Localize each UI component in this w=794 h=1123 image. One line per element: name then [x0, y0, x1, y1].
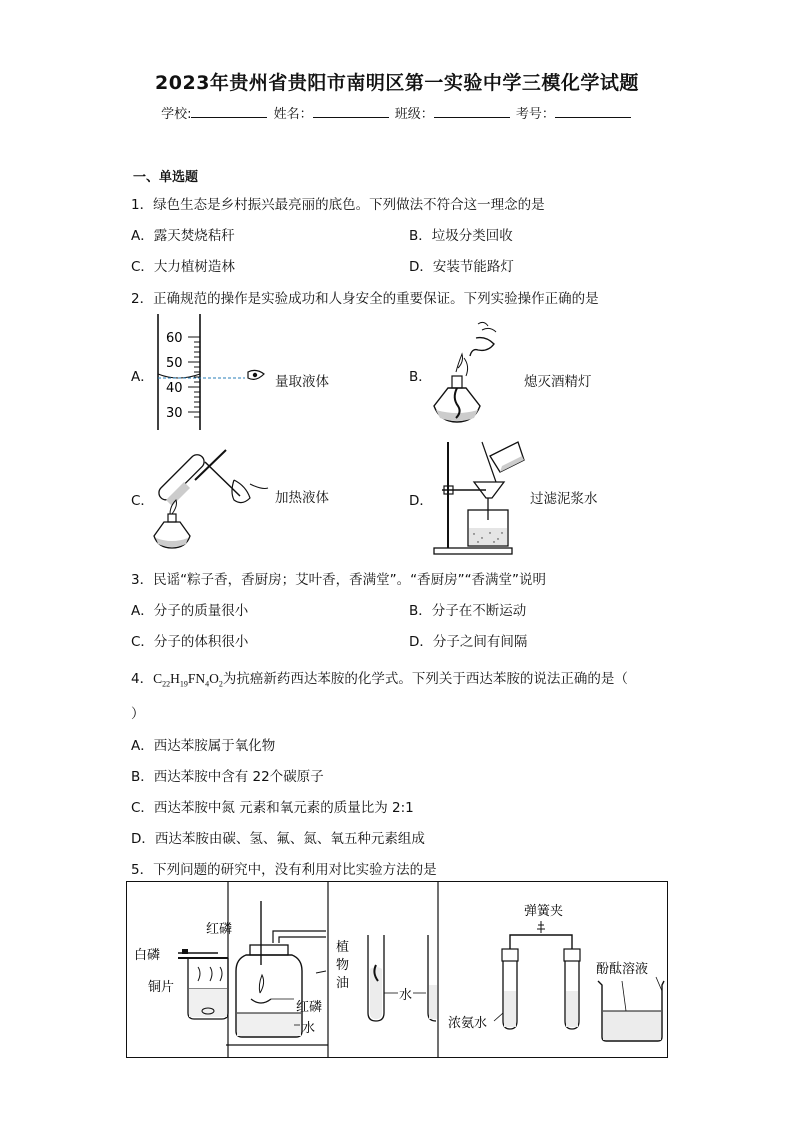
test-tube-holder	[205, 462, 240, 496]
q2-caption-c: 加热液体	[275, 490, 329, 506]
section-title: 一、单选题	[133, 170, 199, 185]
label-phenolphthalein: 酚酞溶液	[596, 962, 649, 977]
name-blank	[313, 105, 389, 118]
graduated-cylinder-figure	[150, 312, 280, 434]
q4-option-c: C．西达苯胺中氮 元素和氧元素的质量比为 2:1	[131, 800, 414, 816]
class-blank	[434, 105, 510, 118]
q4-option-a: A．西达苯胺属于氧化物	[131, 738, 276, 754]
filtration-figure	[428, 438, 528, 556]
chemical-formula: $C_{22}H_{19}FN_4O_2$	[153, 671, 223, 689]
tick-60: 60	[166, 331, 183, 346]
q2-option-c-letter: C．	[131, 493, 154, 509]
label-white-p: 白磷	[134, 948, 161, 963]
q2-option-b-letter: B．	[409, 369, 432, 385]
tick-50: 50	[166, 356, 183, 371]
q2-caption-a: 量取液体	[275, 374, 329, 390]
q4-stem-close: ）	[131, 706, 145, 722]
q2-option-a-letter: A．	[131, 369, 154, 385]
q1-option-a: A．露天焚烧秸秆	[131, 228, 235, 244]
tick-40: 40	[166, 381, 183, 396]
label-veg-oil-1: 植	[336, 940, 350, 955]
exam-no-label: 考号：	[515, 107, 555, 122]
q2-option-d-letter: D．	[409, 493, 433, 509]
q1-option-b: B．垃圾分类回收	[409, 228, 513, 244]
class-label: 班级：	[394, 107, 434, 122]
q2-stem: 2．正确规范的操作是实验成功和人身安全的重要保证。下列实验操作正确的是	[131, 291, 599, 307]
q4-stem: 4．$C_{22}H_{19}FN_4O_2$为抗癌新药西达苯胺的化学式。下列关于西达苯胺的说法正确的是（	[131, 671, 628, 689]
label-water-2: 水	[399, 988, 413, 1003]
tick-30: 30	[166, 406, 183, 421]
q1-option-c: C．大力植树造林	[131, 259, 235, 275]
alcohol-lamp-blow-figure	[428, 318, 508, 430]
label-red-p-2: 红磷	[296, 1000, 323, 1015]
q3-option-b: B．分子在不断运动	[409, 603, 527, 619]
label-ammonia: 浓氨水	[448, 1016, 488, 1031]
student-info-line	[0, 103, 794, 122]
school-label: 学校:	[161, 107, 192, 122]
face-icon	[470, 338, 494, 356]
exam-no-blank	[555, 105, 631, 118]
q4-option-b: B．西达苯胺中含有 22个碳原子	[131, 769, 324, 785]
q3-stem: 3．民谣“粽子香，香厨房；艾叶香，香满堂”。“香厨房”“香满堂”说明	[131, 572, 547, 588]
q3-option-c: C．分子的体积很小	[131, 634, 249, 650]
label-clip: 弹簧夹	[524, 904, 564, 919]
label-veg-oil-2: 物	[336, 958, 350, 973]
label-water-1: 水	[302, 1021, 316, 1036]
page-title: 2023年贵州省贵阳市南明区第一实验中学三模化学试题	[155, 72, 639, 94]
label-red-p-1: 红磷	[206, 922, 233, 937]
q4-option-d: D．西达苯胺由碳、氢、氟、氮、氧五种元素组成	[131, 831, 425, 847]
q1-stem: 1．绿色生态是乡村振兴最亮丽的底色。下列做法不符合这一理念的是	[131, 197, 545, 213]
flame-icon	[456, 354, 463, 372]
name-label: 姓名：	[273, 107, 313, 122]
q1-option-d: D．安装节能路灯	[409, 259, 514, 275]
label-copper: 铜片	[148, 980, 175, 995]
q5-stem: 5．下列问题的研究中，没有利用对比实验方法的是	[131, 862, 437, 878]
heating-test-tube-figure	[150, 440, 270, 552]
school-blank	[191, 105, 267, 118]
q3-option-d: D．分子之间有间隔	[409, 634, 528, 650]
q3-option-a: A．分子的质量很小	[131, 603, 249, 619]
label-veg-oil-3: 油	[336, 976, 350, 991]
q5-experiments-figure	[126, 881, 668, 1058]
q2-caption-b: 熄灭酒精灯	[524, 374, 592, 390]
q2-caption-d: 过滤泥浆水	[530, 491, 598, 507]
